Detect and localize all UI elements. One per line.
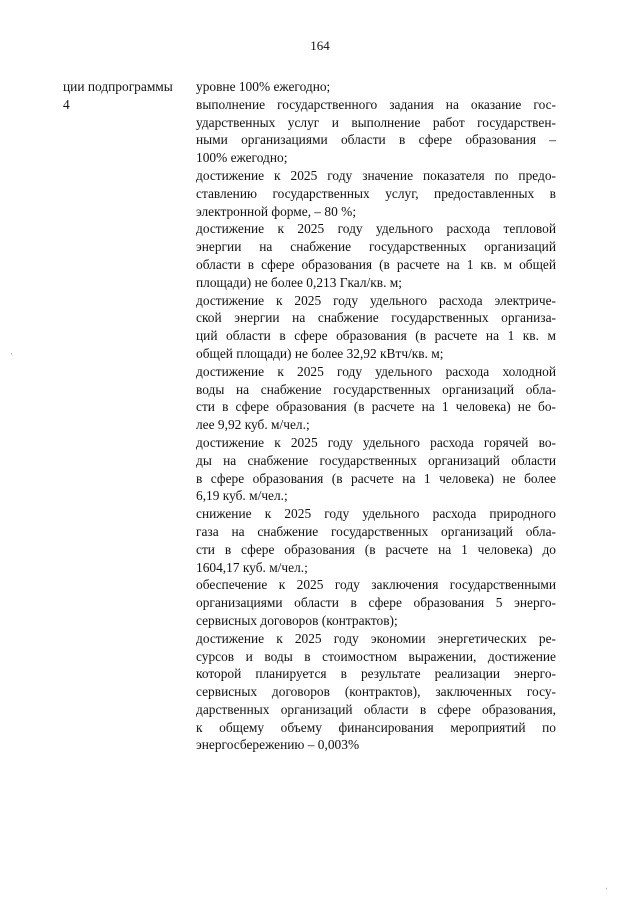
text-line: ударственных услуг и выполнение работ государствен- [196,114,556,130]
paragraph [196,576,556,629]
text-line: ды на снабжение государственных организаций области [196,452,556,468]
left-cell-line: 4 [63,96,70,112]
text-line: 1604,17 куб. м/чел.; [196,559,308,575]
text-line: сти в сфере образования (в расчете на 1 человека) до [196,541,556,557]
text-line: 100% ежегодно; [196,150,288,166]
left-cell-line: ции подпрограммы [63,79,173,94]
text-line: площади) не более 0,213 Гкал/кв. м; [196,274,402,290]
page-number: 164 [310,38,330,53]
text-line: сти в сфере образования (в расчете на 1 человека) не бо- [196,399,556,415]
paragraph [196,630,556,755]
text-line: ской энергии на снабжение государственных организа- [196,310,556,326]
text-line: достижение к 2025 году экономии энергетических ре- [196,630,556,646]
text-line: 6,19 куб. м/чел.; [196,488,288,504]
text-line: сервисных договоров (контрактов), заключенных госу- [196,684,556,700]
text-line: воды на снабжение государственных организаций обла- [196,381,556,397]
text-line: энергии на снабжение государственных организаций [196,239,556,255]
table-right-cell [196,78,556,754]
text-line: в сфере образования (в расчете на 1 человека) не более [196,470,556,486]
text-line: электронной форме, – 80 %; [196,203,357,219]
text-line: достижение к 2025 году удельного расхода электриче- [196,292,556,308]
text-line: энергосбережению – 0,003% [196,737,360,753]
text-line: сурсов и воды в стоимостном выражении, достижение [196,648,556,664]
text-line: сервисных договоров (контрактов); [196,612,398,628]
paragraph [196,363,556,434]
paragraph [196,505,556,576]
text-line: достижение к 2025 году удельного расхода холодной [196,363,556,379]
text-line: лее 9,92 куб. м/чел.; [196,417,310,433]
text-line: общей площади) не более 32,92 кВтч/кв. м; [196,345,444,361]
text-line: снижение к 2025 году удельного расхода природного [196,506,556,522]
text-line: организациями области в сфере образования 5 энерго- [196,595,556,611]
paragraph [196,220,556,291]
text-line: выполнение государственного задания на оказание гос- [196,96,556,112]
paragraph [196,96,556,167]
text-line: которой планируется в результате реализации энерго- [196,666,556,682]
text-line: ций области в сфере образования (в расчете на 1 кв. м [196,328,556,344]
text-line: ными организациями области в сфере образования – [196,132,556,148]
text-line: достижение к 2025 году значение показателя по предо- [196,167,556,183]
paragraph [196,167,556,220]
scan-mark: ˌ [605,879,609,890]
text-line: достижение к 2025 году удельного расхода тепловой [196,221,556,237]
scan-mark: ˌ [10,344,14,355]
text-line: области в сфере образования (в расчете на 1 кв. м общей [196,256,556,272]
text-line: дарственных организаций области в сфере образования, [196,701,556,717]
table-left-cell [63,78,193,114]
text-line: обеспечение к 2025 году заключения государственными [196,577,556,593]
paragraph [196,434,556,505]
paragraph [196,292,556,363]
text-line: ставлению государственных услуг, предоставленных в [196,185,556,201]
text-line: газа на снабжение государственных организаций обла- [196,523,556,539]
paragraph [196,78,556,96]
text-line: к общему объему финансирования мероприятий по [196,719,556,735]
text-line: уровне 100% ежегодно; [196,79,331,94]
text-line: достижение к 2025 году удельного расхода горячей во- [196,434,556,450]
